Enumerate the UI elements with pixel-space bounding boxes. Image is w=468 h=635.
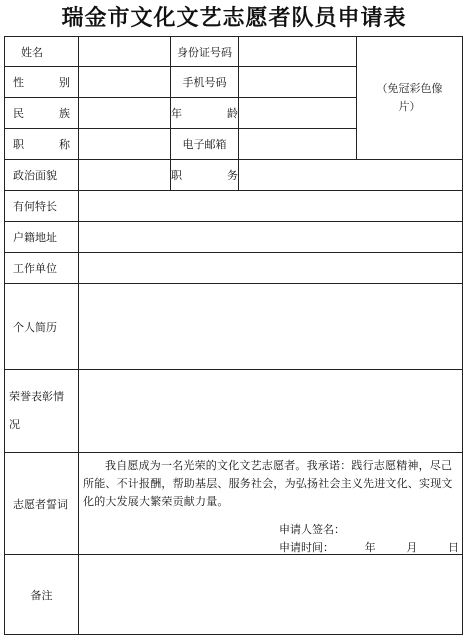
input-hukou[interactable] (79, 222, 463, 253)
label-ethnicity (5, 98, 79, 129)
input-id-number[interactable] (239, 37, 357, 67)
label-remarks: 备注 (5, 555, 79, 635)
label-title-rank (5, 129, 79, 160)
month-label: 月 (406, 541, 418, 554)
input-ethnicity[interactable] (79, 98, 171, 129)
row-name (5, 37, 463, 67)
label-pledge: 志愿者誓词 (5, 453, 79, 555)
signature-label: 申请人签名： (279, 523, 345, 536)
label-phone: 手机号码 (171, 67, 239, 98)
label-id-number: 身份证号码 (171, 37, 239, 67)
pledge-text: 我自愿成为一名光荣的文化文艺志愿者。我承诺：践行志愿精神，尽己所能、不计报酬，帮助基层、服务社会，为弘扬社会主义先进文化、实现文化的大发展大繁荣贡献力量。 (83, 459, 453, 508)
label-name (5, 37, 79, 67)
input-remarks[interactable] (79, 555, 463, 635)
year-label: 年 (364, 541, 376, 554)
label-position-text: 职 务 (171, 169, 238, 182)
input-political[interactable] (79, 160, 171, 191)
input-age[interactable] (239, 98, 357, 129)
label-political: 政治面貌 (5, 160, 79, 191)
row-resume (5, 284, 463, 370)
input-resume[interactable] (79, 284, 463, 370)
label-honors (5, 370, 79, 453)
signature-line[interactable] (279, 521, 345, 537)
input-name[interactable] (79, 37, 171, 67)
photo-box[interactable] (357, 37, 463, 160)
label-title-rank-text: 职 称 (13, 138, 70, 151)
row-hukou (5, 222, 463, 253)
row-remarks (5, 555, 463, 635)
row-honors (5, 370, 463, 453)
input-workplace[interactable] (79, 253, 463, 284)
label-age-text: 年 龄 (171, 107, 238, 120)
label-age (171, 98, 239, 129)
input-phone[interactable] (239, 67, 357, 98)
input-specialty[interactable] (79, 191, 463, 222)
label-ethnicity-text: 民 族 (13, 107, 70, 120)
row-workplace (5, 253, 463, 284)
pledge-cell (79, 453, 463, 555)
label-position (171, 160, 239, 191)
label-email: 电子邮箱 (171, 129, 239, 160)
application-form-table (4, 36, 463, 635)
application-date-line[interactable] (279, 539, 459, 555)
input-title-rank[interactable] (79, 129, 171, 160)
input-position[interactable] (239, 160, 463, 191)
row-specialty (5, 191, 463, 222)
row-pledge (5, 453, 463, 555)
label-honors-line1: 荣誉表彰情 (9, 390, 64, 403)
label-hukou: 户籍地址 (5, 222, 79, 253)
day-label: 日 (447, 541, 459, 554)
input-honors[interactable] (79, 370, 463, 453)
input-gender[interactable] (79, 67, 171, 98)
label-workplace: 工作单位 (5, 253, 79, 284)
label-gender (5, 67, 79, 98)
photo-note: （免冠彩色像片） (376, 82, 443, 113)
application-time-label: 申请时间： (279, 541, 334, 554)
label-gender-text: 性 别 (13, 76, 70, 89)
form-title: 瑞金市文化文艺志愿者队员申请表 (61, 5, 407, 31)
label-specialty: 有何特长 (5, 191, 79, 222)
label-honors-line2: 况 (9, 418, 20, 431)
row-political (5, 160, 463, 191)
label-name-text: 姓 名 (21, 45, 43, 59)
label-resume: 个人简历 (5, 284, 79, 370)
input-email[interactable] (239, 129, 357, 160)
